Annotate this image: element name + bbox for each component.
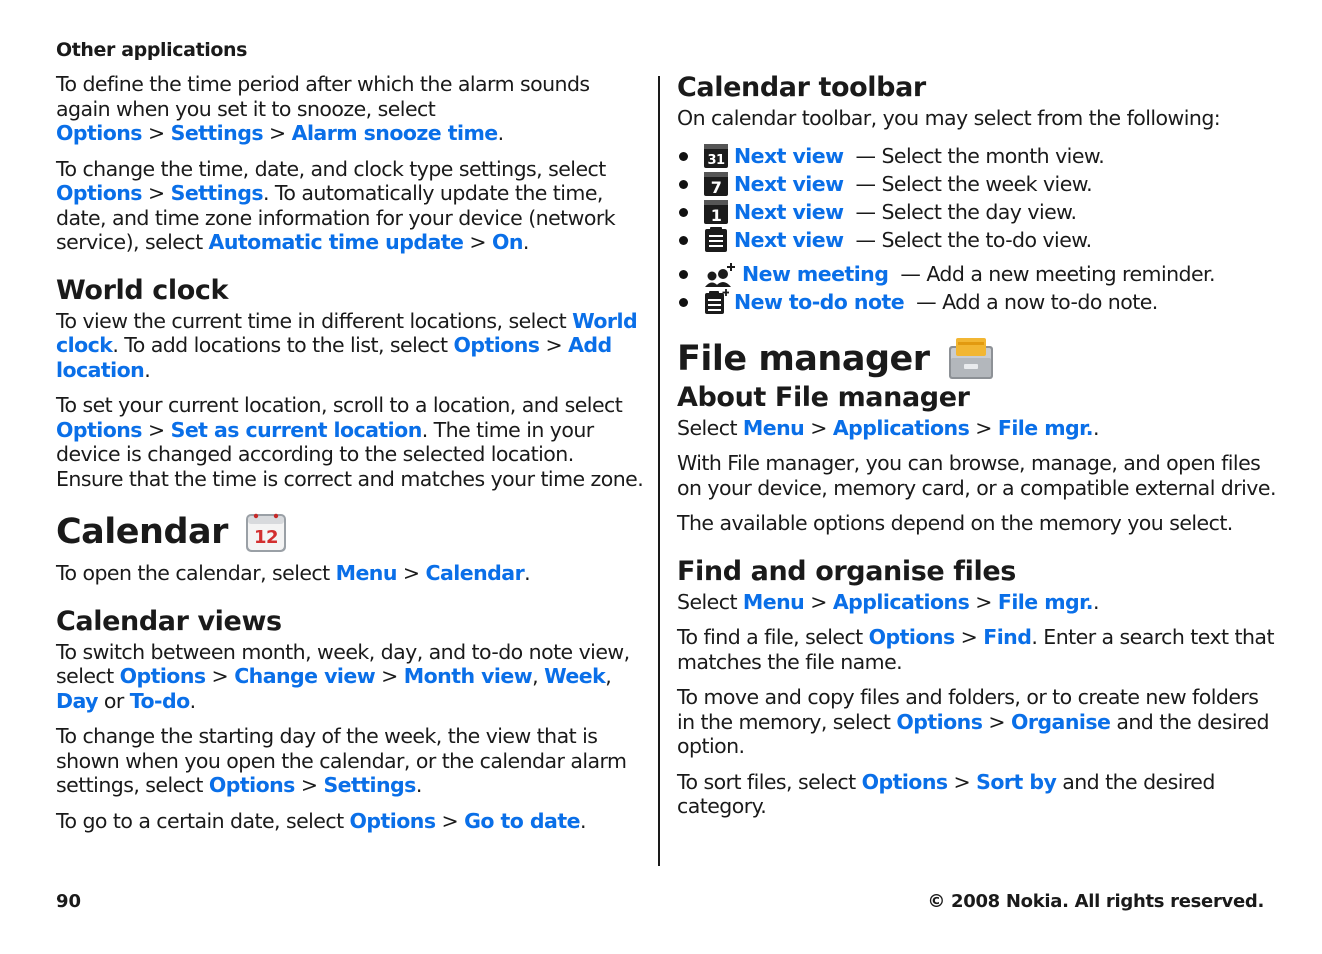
svg-text:31: 31 bbox=[707, 152, 725, 168]
link-file-mgr[interactable]: File mgr. bbox=[997, 589, 1094, 614]
link-go-to-date[interactable]: Go to date bbox=[464, 808, 580, 833]
about-paragraph-2: With File manager, you can browse, manage, and open files on your device, memory card, or a compatible external drive. bbox=[677, 451, 1276, 500]
link-options[interactable]: Options bbox=[896, 709, 983, 734]
world-clock-paragraph-1: To view the current time in different locations, select World clock. To add locations to the list, select Options > Add location. bbox=[56, 308, 638, 382]
link-organise[interactable]: Organise bbox=[1011, 709, 1111, 734]
link-applications[interactable]: Applications bbox=[832, 415, 970, 440]
link-to-do[interactable]: To-do bbox=[129, 688, 190, 713]
list-item: New meeting — Add a new meeting reminder. bbox=[677, 260, 1277, 288]
organise-paragraph: To move and copy files and folders, or to create new folders in the memory, select Options > Organise and the desired option. bbox=[677, 685, 1269, 758]
toolbar-list bbox=[677, 142, 1277, 316]
link-options[interactable]: Options bbox=[56, 181, 142, 205]
find-select-paragraph: Select Menu > Applications > File mgr.. bbox=[677, 589, 1100, 614]
calendar-toolbar-intro: On calendar toolbar, you may select from the following: bbox=[677, 106, 1221, 130]
calendar-icon-day: 12 bbox=[253, 527, 278, 548]
link-menu[interactable]: Menu bbox=[742, 589, 805, 614]
link-sort-by[interactable]: Sort by bbox=[976, 769, 1057, 794]
link-options[interactable]: Options bbox=[119, 664, 206, 688]
link-new-meeting[interactable]: New meeting bbox=[742, 261, 889, 286]
link-options[interactable]: Options bbox=[56, 121, 142, 145]
link-on[interactable]: On bbox=[492, 230, 523, 254]
link-alarm-snooze-time[interactable]: Alarm snooze time bbox=[291, 121, 498, 145]
link-automatic-time-update[interactable]: Automatic time update bbox=[208, 230, 464, 254]
sort-paragraph: To sort files, select Options > Sort by and the desired category. bbox=[677, 769, 1215, 818]
link-menu[interactable]: Menu bbox=[742, 415, 805, 440]
file-manager-icon bbox=[946, 336, 996, 382]
file-manager-title: File manager bbox=[677, 336, 1277, 382]
link-day[interactable]: Day bbox=[56, 688, 98, 713]
link-change-view[interactable]: Change view bbox=[234, 664, 376, 688]
link-options[interactable]: Options bbox=[868, 625, 955, 649]
link-next-view[interactable]: Next view bbox=[734, 143, 844, 168]
week-view-icon bbox=[703, 171, 729, 197]
link-settings[interactable]: Settings bbox=[170, 121, 263, 145]
link-next-view[interactable]: Next view bbox=[734, 171, 844, 196]
svg-text:7: 7 bbox=[710, 177, 722, 197]
link-options[interactable]: Options bbox=[861, 769, 948, 794]
find-file-paragraph: To find a file, select Options > Find. Enter a search text that matches the file name. bbox=[677, 625, 1274, 674]
world-clock-heading: World clock bbox=[56, 274, 229, 306]
link-options[interactable]: Options bbox=[56, 417, 142, 442]
about-paragraph-3: The available options depend on the memory you select. bbox=[677, 511, 1233, 535]
list-item: 31 Next view — Select the month view. bbox=[677, 142, 1277, 170]
link-find[interactable]: Find bbox=[983, 625, 1032, 649]
calendar-title: Calendar 12 bbox=[56, 509, 646, 555]
link-next-view[interactable]: Next view bbox=[734, 227, 844, 252]
svg-text:1: 1 bbox=[710, 205, 722, 225]
link-week[interactable]: Week bbox=[544, 664, 606, 688]
about-select-paragraph: Select Menu > Applications > File mgr.. bbox=[677, 415, 1100, 440]
find-organise-heading: Find and organise files bbox=[677, 555, 1016, 587]
new-meeting-icon bbox=[703, 261, 737, 287]
list-item: New to-do note — Add a now to-do note. bbox=[677, 288, 1277, 316]
calendar-views-paragraph-1: To switch between month, week, day, and to-do note view, select Options > Change view > Month view, Week, Day or To-do. bbox=[56, 639, 630, 713]
new-todo-icon bbox=[703, 289, 729, 315]
link-settings[interactable]: Settings bbox=[170, 181, 263, 205]
link-new-to-do-note[interactable]: New to-do note bbox=[734, 289, 905, 314]
calendar-toolbar-heading: Calendar toolbar bbox=[677, 72, 926, 103]
link-menu[interactable]: Menu bbox=[335, 561, 397, 585]
world-clock-paragraph-2: To set your current location, scroll to a location, and select Options > Set as current location. The time in your device is changed according to the selected location. Ensure that the time is correct and matches your time zone. bbox=[56, 393, 644, 491]
calendar-views-heading: Calendar views bbox=[56, 605, 282, 637]
list-item: Next view — Select the to-do view. bbox=[677, 226, 1277, 254]
link-add-location[interactable]: Add location bbox=[56, 333, 612, 382]
right-column bbox=[677, 72, 1277, 830]
copyright: © 2008 Nokia. All rights reserved. bbox=[927, 891, 1264, 912]
link-world-clock[interactable]: World clock bbox=[56, 308, 638, 357]
link-options[interactable]: Options bbox=[349, 808, 436, 833]
link-options[interactable]: Options bbox=[208, 773, 295, 797]
calendar-icon bbox=[244, 510, 288, 554]
calendar-views-paragraph-3: To go to a certain date, select Options > Go to date. bbox=[56, 808, 586, 833]
link-month-view[interactable]: Month view bbox=[403, 664, 533, 688]
time-settings-paragraph: To change the time, date, and clock type settings, select Options > Settings. To automatically update the time, date, and time zone information for your device (network service), select Automatic time update > On. bbox=[56, 156, 616, 254]
alarm-snooze-paragraph: To define the time period after which the alarm sounds again when you set it to snooze, select Options > Settings > Alarm snooze time. bbox=[56, 72, 590, 145]
running-header: Other applications bbox=[56, 39, 248, 61]
day-view-icon bbox=[703, 199, 729, 225]
month-view-icon bbox=[703, 143, 729, 169]
link-settings[interactable]: Settings bbox=[323, 773, 416, 797]
page-number: 90 bbox=[56, 891, 82, 912]
list-item: 1 Next view — Select the day view. bbox=[677, 198, 1277, 226]
list-item: 7 Next view — Select the week view. bbox=[677, 170, 1277, 198]
about-file-manager-heading: About File manager bbox=[677, 381, 970, 413]
link-calendar[interactable]: Calendar bbox=[425, 561, 525, 585]
todo-view-icon bbox=[703, 227, 729, 253]
column-divider bbox=[658, 76, 660, 866]
link-set-as-current-location[interactable]: Set as current location bbox=[170, 417, 422, 442]
link-file-mgr[interactable]: File mgr. bbox=[997, 415, 1094, 440]
link-next-view[interactable]: Next view bbox=[734, 199, 844, 224]
link-options[interactable]: Options bbox=[453, 333, 540, 357]
calendar-views-paragraph-2: To change the starting day of the week, the view that is shown when you open the calendar, or the calendar alarm settings, select Options > Settings. bbox=[56, 724, 627, 797]
calendar-open-paragraph: To open the calendar, select Menu > Calendar. bbox=[56, 561, 531, 585]
link-applications[interactable]: Applications bbox=[832, 589, 970, 614]
left-column bbox=[56, 72, 646, 844]
